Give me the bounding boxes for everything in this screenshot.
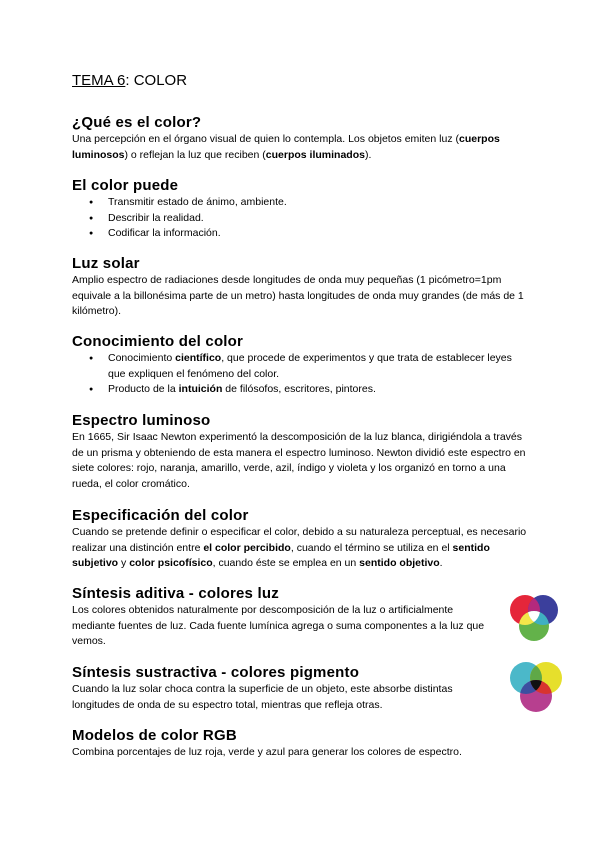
list-item: ● Producto de la intuición de filósofos, escritores, pintores. xyxy=(72,382,512,398)
list-item: ● Transmitir estado de ánimo, ambiente. xyxy=(72,195,512,211)
heading-luz-solar: Luz solar xyxy=(72,255,140,272)
heading-aditiva: Síntesis aditiva - colores luz xyxy=(72,585,279,602)
page-title: TEMA 6: COLOR xyxy=(72,72,188,89)
list-item: ● Conocimiento científico, que procede de experimentos y que trata de establecer leyes que expliquen el fenómeno del color. xyxy=(72,351,512,382)
paragraph-luz-solar: Amplio espectro de radiaciones desde longitudes de onda muy pequeñas (1 picómetro=1pm equivale a la billonésima parte de un metro) hasta longitudes de onda muy grandes (de más de 1 kilómetro). xyxy=(72,274,524,317)
heading-espectro: Espectro luminoso xyxy=(72,412,211,429)
heading-especificacion: Especificación del color xyxy=(72,507,249,524)
paragraph-que-es: Una percepción en el órgano visual de quien lo contempla. Los objetos emiten luz (cuerpos luminosos) o reflejan la luz que reciben (cuerpos iluminados). xyxy=(72,133,500,161)
heading-puede: El color puede xyxy=(72,177,179,194)
heading-sustractiva: Síntesis sustractiva - colores pigmento xyxy=(72,664,360,681)
heading-conocimiento: Conocimiento del color xyxy=(72,333,244,350)
list-item: ● Codificar la información. xyxy=(72,226,512,242)
subtractive-color-venn-diagram xyxy=(506,660,566,716)
paragraph-aditiva: Los colores obtenidos naturalmente por descomposición de la luz o artificialmente mediante fuentes de luz. Cada fuente lumínica agrega o suma componentes a la luz que vemos. xyxy=(72,604,485,647)
heading-rgb: Modelos de color RGB xyxy=(72,727,237,744)
paragraph-especificacion: Cuando se pretende definir o especificar el color, debido a su naturaleza perceptual, es necesario realizar una distinción entre el color percibido, cuando el término se utiliza en el sentido subjetivo y color psicofísico, cuando éste se emplea en un sentido objetivo. xyxy=(72,526,527,569)
heading-que-es: ¿Qué es el color? xyxy=(72,114,202,131)
paragraph-rgb: Combina porcentajes de luz roja, verde y azul para generar los colores de espectro. xyxy=(72,746,462,758)
paragraph-sustractiva: Cuando la luz solar choca contra la superficie de un objeto, este absorbe distintas longitudes de onda de su espectro total, mientras que refleja otras. xyxy=(72,683,453,711)
paragraph-espectro: En 1665, Sir Isaac Newton experimentó la descomposición de la luz blanca, dirigiéndola a través de un prisma y obteniendo de esta manera el espectro luminoso. Newton dividió este espectro en siete colores: rojo, naranja, amarillo, verde, azil, índigo y violeta y los organizó en torno a una rueda, el color cromático. xyxy=(72,431,526,490)
list-puede xyxy=(72,195,512,242)
list-conocimiento xyxy=(72,351,512,398)
list-item: ● Describir la realidad. xyxy=(72,211,512,227)
additive-color-venn-diagram xyxy=(506,593,562,645)
